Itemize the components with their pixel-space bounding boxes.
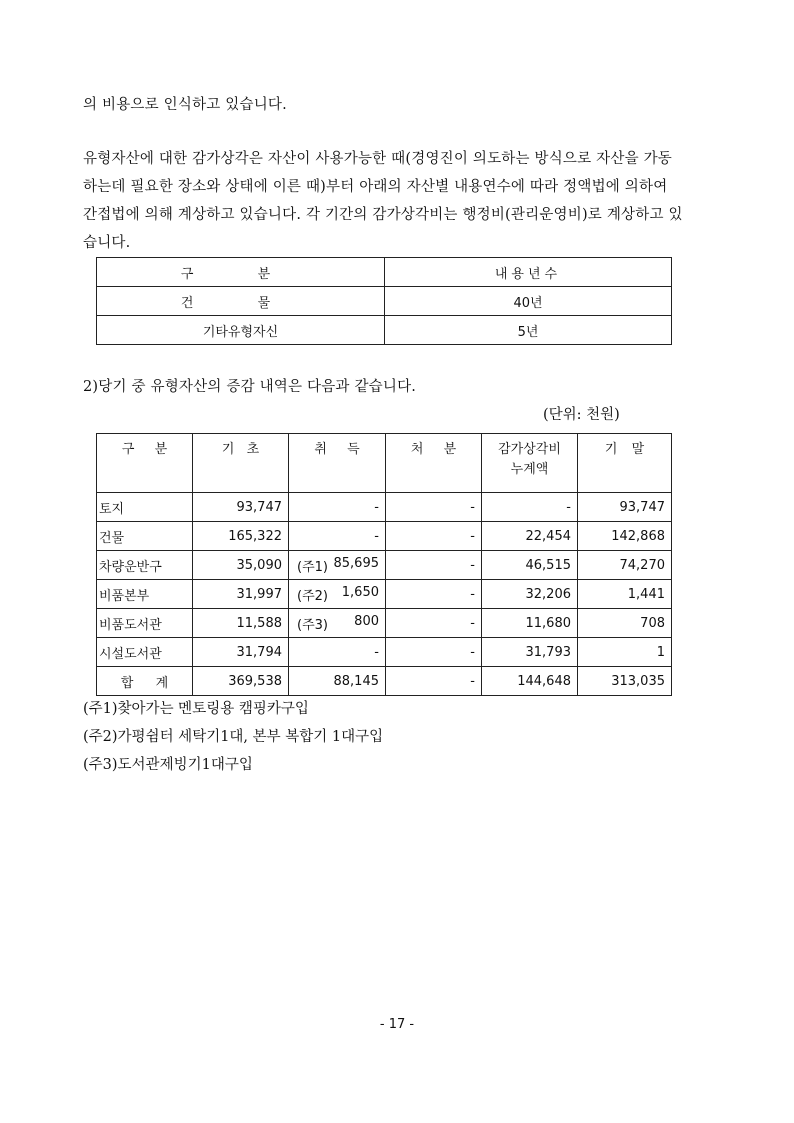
cell-beginning: 11,588 <box>193 609 289 638</box>
cell-accumulated-depreciation: 11,680 <box>482 609 578 638</box>
cell-ending: 1 <box>578 638 672 667</box>
cell-disposal: - <box>386 493 482 522</box>
cell-beginning: 31,794 <box>193 638 289 667</box>
table-row <box>97 609 672 638</box>
table-row <box>97 638 672 667</box>
header-acquisition: 취 득 <box>289 434 386 493</box>
footnote-2: (주2)가평쉼터 세탁기1대, 본부 복합기 1대구입 <box>83 729 384 745</box>
cell-acquisition <box>289 580 386 609</box>
cell-ending: 93,747 <box>578 493 672 522</box>
cell-disposal: - <box>386 551 482 580</box>
page-number: - 17 - <box>379 1017 415 1032</box>
cell-acquisition: 88,145 <box>289 667 386 696</box>
cell-acquisition: - <box>289 522 386 551</box>
cell-life: 5년 <box>385 316 672 345</box>
cell-beginning: 35,090 <box>193 551 289 580</box>
cell-category: 차량운반구 <box>97 551 193 580</box>
acquisition-value: 1,650 <box>341 584 379 600</box>
table-header-row <box>97 434 672 493</box>
cell-ending: 1,441 <box>578 580 672 609</box>
header-useful-life: 내용년수 <box>385 258 672 287</box>
acquisition-note: (주3) <box>297 617 328 633</box>
cell-category: 합 계 <box>97 667 193 696</box>
unit-label: (단위: 천원) <box>543 407 620 423</box>
cell-category: 건 물 <box>97 287 385 316</box>
cell-disposal: - <box>386 638 482 667</box>
cell-disposal: - <box>386 609 482 638</box>
cell-category: 비품도서관 <box>97 609 193 638</box>
cell-ending: 142,868 <box>578 522 672 551</box>
acquisition-note: (주1) <box>297 559 328 575</box>
header-beginning: 기 초 <box>193 434 289 493</box>
cell-beginning: 31,997 <box>193 580 289 609</box>
header-disposal: 처 분 <box>386 434 482 493</box>
cell-accumulated-depreciation: 144,648 <box>482 667 578 696</box>
asset-change-table <box>96 433 672 696</box>
cell-disposal: - <box>386 580 482 609</box>
header-accumulated-depreciation: 감가상각비 누계액 <box>482 434 578 493</box>
cell-beginning: 165,322 <box>193 522 289 551</box>
cell-beginning: 93,747 <box>193 493 289 522</box>
paragraph-intro: 의 비용으로 인식하고 있습니다. <box>83 97 287 113</box>
cell-beginning: 369,538 <box>193 667 289 696</box>
footnotes <box>83 695 383 779</box>
cell-acquisition <box>289 551 386 580</box>
cell-category: 시설도서관 <box>97 638 193 667</box>
table-row <box>97 522 672 551</box>
cell-ending: 74,270 <box>578 551 672 580</box>
cell-acquisition: - <box>289 493 386 522</box>
cell-category: 기타유형자신 <box>97 316 385 345</box>
cell-category: 토지 <box>97 493 193 522</box>
cell-category: 건물 <box>97 522 193 551</box>
table-row <box>97 667 672 696</box>
cell-ending: 313,035 <box>578 667 672 696</box>
header-category: 구 분 <box>97 258 385 287</box>
acquisition-note: (주2) <box>297 588 328 604</box>
header-category: 구 분 <box>97 434 193 493</box>
acquisition-value: 800 <box>354 613 379 629</box>
cell-acquisition: - <box>289 638 386 667</box>
table-row <box>97 551 672 580</box>
cell-accumulated-depreciation: 31,793 <box>482 638 578 667</box>
cell-accumulated-depreciation: 46,515 <box>482 551 578 580</box>
cell-accumulated-depreciation: - <box>482 493 578 522</box>
acquisition-value: 85,695 <box>333 555 379 571</box>
table-header-row <box>97 258 672 287</box>
cell-accumulated-depreciation: 32,206 <box>482 580 578 609</box>
cell-acquisition <box>289 609 386 638</box>
table-row <box>97 580 672 609</box>
table-row <box>97 316 672 345</box>
cell-category: 비품본부 <box>97 580 193 609</box>
paragraph-depreciation: 유형자산에 대한 감가상각은 자산이 사용가능한 때(경영진이 의도하는 방식으로 자산을 가동하는데 필요한 장소와 상태에 이른 때)부터 아래의 자산별 내용연수에 따라 정액법에 의하여 간접법에 의해 계상하고 있습니다. 각 기간의 감가상각비는 행정비(관리운영비)로 계상하고 있습니다. <box>83 151 683 251</box>
footnote-3: (주3)도서관제빙기1대구입 <box>83 757 253 773</box>
table-row <box>97 493 672 522</box>
footnote-1: (주1)찾아가는 멘토링용 캠핑카구입 <box>83 701 309 717</box>
header-ending: 기 말 <box>578 434 672 493</box>
useful-life-table <box>96 257 672 345</box>
cell-disposal: - <box>386 667 482 696</box>
paragraph-changes-intro: 2)당기 중 유형자산의 증감 내역은 다음과 같습니다. <box>83 379 417 395</box>
cell-accumulated-depreciation: 22,454 <box>482 522 578 551</box>
cell-ending: 708 <box>578 609 672 638</box>
cell-disposal: - <box>386 522 482 551</box>
table-row <box>97 287 672 316</box>
cell-life: 40년 <box>385 287 672 316</box>
